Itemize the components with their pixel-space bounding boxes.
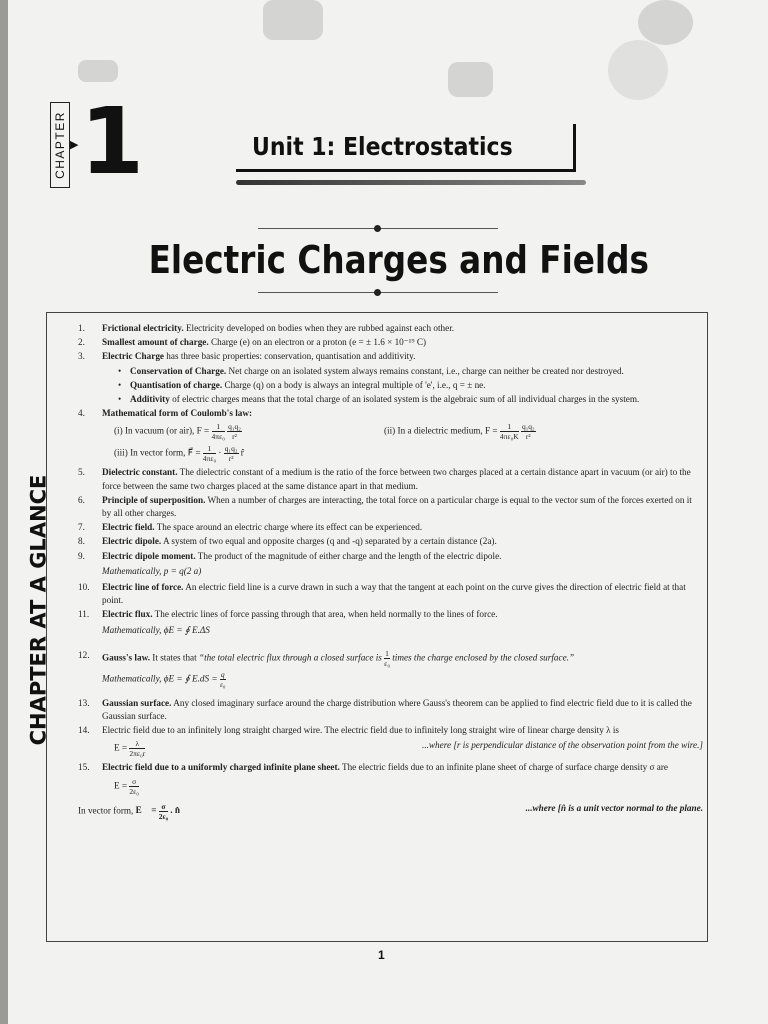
- list-item: [78, 608, 703, 621]
- list-item: [78, 336, 703, 349]
- formula-label: Mathematically, ϕE = ∮ E.dS =: [102, 673, 218, 684]
- bullet-heading: Conservation of Charge.: [130, 365, 227, 376]
- item-text: Electricity developed on bodies when they are rubbed against each other.: [183, 323, 455, 333]
- list-item: [78, 521, 703, 534]
- item-number: 10.: [78, 582, 90, 593]
- page: [8, 0, 768, 1024]
- list-bullet: • Conservation of Charge. Net charge on an isolated system always remains constant, i.e., charge can neither be created nor destroyed.: [118, 365, 624, 376]
- item-heading: Electric flux.: [102, 609, 153, 620]
- gauss-quote-end: times the charge enclosed by the closed surface.”: [392, 652, 575, 663]
- bullet-text: Net charge on an isolated system always remains constant, i.e., charge can neither be created nor destroyed.: [226, 365, 624, 376]
- list-bullet: • Quantisation of charge. Charge (q) on a body is always an integral multiple of 'e', i.e., q = ± ne.: [118, 379, 486, 390]
- item-number: 4.: [78, 408, 85, 419]
- item-heading: Principle of superposition.: [102, 494, 206, 505]
- item-number: 1.: [78, 323, 85, 333]
- bullet-text: Charge (q) on a body is always an integral multiple of 'e', i.e., q = ± ne.: [222, 379, 486, 390]
- bullet-heading: Additivity: [130, 394, 170, 405]
- item-text: The product of the magnitude of either charge and the length of the electric dipole.: [195, 550, 502, 561]
- list-item: [78, 494, 703, 520]
- side-label: CHAPTER AT A GLANCE: [26, 474, 50, 746]
- coulomb-formula-row: (i) In vacuum (or air), F = $\frac{1}{\text{4πε₀}}$ $\frac{\text{q₁q₂}}{\text{r²}}$ (ii) In a dielectric medium, F = $\frac{1}{\text{4πε₀K}}$ $\frac{\text{q₁q₂}}{\text{r²}}$: [114, 422, 535, 442]
- item-text: The electric fields due to an infinite plane sheet of charge of surface charge density σ are: [339, 762, 669, 773]
- decor-microscope-icon: [608, 40, 668, 100]
- item-number: 12.: [78, 649, 90, 660]
- item-text: Any closed imaginary surface around the charge distribution where Gauss's theorem can be applied to find electric field due to it is called the Gaussian surface.: [102, 697, 692, 722]
- decor-globe-icon: [638, 0, 693, 45]
- wire-note: ...where [r is perpendicular distance of the observation point from the wire.]: [422, 740, 703, 751]
- item-number: 2.: [78, 337, 85, 348]
- page-title: Electric Charges and Fields: [148, 238, 649, 282]
- formula-label: In vector form,: [78, 805, 134, 816]
- arrow-right-icon: ▶: [70, 139, 79, 151]
- bullet-heading: Quantisation of charge.: [130, 379, 223, 390]
- coulomb-vector-formula: (iii) In vector form, F⃗ = $\frac{1}{\text{4πε₀}}$ · $\frac{\text{q₁q₂}}{\text{r²}}$ r̂: [114, 444, 244, 464]
- bullet-text: of electric charges means that the total charge of an isolated system is the algebraic sum of all individual charges in the system.: [169, 394, 640, 405]
- list-item: [78, 761, 703, 774]
- sheet-note: ...where [n̂ is a unit vector normal to the plane.: [525, 802, 703, 813]
- chapter-badge: [48, 88, 152, 195]
- item-heading: Electric line of force.: [102, 582, 184, 593]
- item-number: 5.: [78, 467, 85, 478]
- item-number: 9.: [78, 550, 85, 561]
- item-text: has three basic properties: conservation, quantisation and additivity.: [164, 351, 416, 362]
- item-text: The electric lines of force passing through that area, when held normally to the lines of force.: [152, 609, 498, 620]
- item-text: The dielectric constant of a medium is the ratio of the force between two charges placed at a certain distance apart in vacuum (or air) to the force between the same two charges placed at the same distance apart in that medium.: [102, 467, 691, 491]
- sheet-formula: E = $\frac{\sigma}{\text{2ε₀}}$: [114, 776, 139, 796]
- item-heading: Electric Charge: [102, 351, 164, 362]
- item-heading: Gauss's law.: [102, 652, 150, 663]
- item-number: 7.: [78, 522, 85, 533]
- chapter-number: 1: [80, 88, 145, 195]
- item-heading: Gaussian surface.: [102, 697, 172, 708]
- item-number: 13.: [78, 697, 90, 708]
- chapter-label-box: [50, 102, 70, 188]
- item-number: 11.: [78, 609, 90, 620]
- item-heading: Dielectric constant.: [102, 467, 178, 478]
- item-heading: Electric dipole.: [102, 536, 162, 547]
- unit-title: Unit 1: Electrostatics: [252, 132, 513, 161]
- item-number: 15.: [78, 762, 90, 773]
- item-heading: Electric field due to a uniformly charged infinite plane sheet.: [102, 762, 340, 773]
- flux-formula: Mathematically, ϕE = ∮ E.ΔS: [102, 624, 210, 635]
- list-item: [78, 724, 703, 737]
- item-heading: Electric dipole moment.: [102, 550, 196, 561]
- list-item: [78, 350, 703, 363]
- list-item: [78, 581, 703, 607]
- formula-label: (ii) In a dielectric medium, F =: [384, 426, 498, 437]
- unit-underline: [236, 180, 586, 185]
- divider-bottom: [258, 292, 498, 293]
- decor-blob: [448, 62, 493, 97]
- formula-label: (i) In vacuum (or air), F =: [114, 426, 210, 437]
- list-item: [78, 697, 703, 723]
- item-text: Charge (e) on an electron or a proton (e = ± 1.6 × 10⁻¹⁹ C): [208, 337, 427, 348]
- gauss-quote: “the total electric flux through a closed surface is: [199, 652, 382, 663]
- decor-blob: [263, 0, 323, 40]
- summary-list: [78, 322, 703, 824]
- item-text: The space around an electric charge where its effect can be experienced.: [154, 522, 423, 533]
- item-number: 6.: [78, 494, 85, 505]
- item-heading: Smallest amount of charge.: [102, 337, 209, 348]
- sheet-vector-formula: In vector form, E⃗ = $\frac{\sigma}{\text{2ε₀}}$ . n̂ ...where [n̂ is a unit vector normal to the plane.: [78, 801, 703, 821]
- list-item: 12. Gauss's law. It states that “the total electric flux through a closed surface is $\frac{1}{\text{ε₀}}$ times the charge enclosed by the closed surface.”: [78, 648, 575, 668]
- item-text: A system of two equal and opposite charges (q and -q) separated by a certain distance (2a).: [161, 536, 497, 547]
- item-heading: Mathematical form of Coulomb's law:: [102, 408, 253, 419]
- wire-formula: E = $\frac{\lambda}{\text{2πε₀r}}$ ...where [r is perpendicular distance of the observation point from the wire.]: [114, 739, 703, 759]
- dipole-formula: Mathematically, p = q(2 a): [102, 565, 202, 576]
- item-heading: Frictional electricity.: [102, 323, 184, 333]
- formula-label: (iii) In vector form,: [114, 448, 186, 459]
- list-item: [78, 535, 703, 548]
- chapter-label: CHAPTER: [53, 111, 67, 179]
- item-text: Electric field due to an infinitely long straight charged wire. The electric field due to infinitely long straight wire of linear charge density λ is: [102, 725, 620, 736]
- unit-header: [236, 124, 576, 172]
- item-text: It states that: [150, 652, 199, 663]
- item-text: When a number of charges are interacting, the total force on a particular charge is equal to the vector sum of the forces exerted on it by all other charges.: [102, 494, 692, 519]
- list-bullet: • Additivity of electric charges means that the total charge of an isolated system is the algebraic sum of all individual charges in the system.: [118, 394, 640, 405]
- item-text: An electric field line is a curve drawn in such a way that the tangent at each point on the curve gives the direction of electric field at that point.: [102, 582, 686, 606]
- item-number: 8.: [78, 536, 85, 547]
- decor-blob: [78, 60, 118, 82]
- item-heading: Electric field.: [102, 522, 155, 533]
- list-item: [78, 407, 703, 420]
- list-item: [78, 550, 703, 563]
- list-item: [78, 322, 703, 335]
- item-number: 14.: [78, 725, 90, 736]
- item-number: 3.: [78, 351, 85, 362]
- gauss-formula: Mathematically, ϕE = ∮ E.dS = $\frac{q}{\text{ε₀}}$: [102, 669, 226, 689]
- divider-top: [258, 228, 498, 229]
- page-number: 1: [378, 948, 385, 962]
- list-item: [78, 466, 703, 492]
